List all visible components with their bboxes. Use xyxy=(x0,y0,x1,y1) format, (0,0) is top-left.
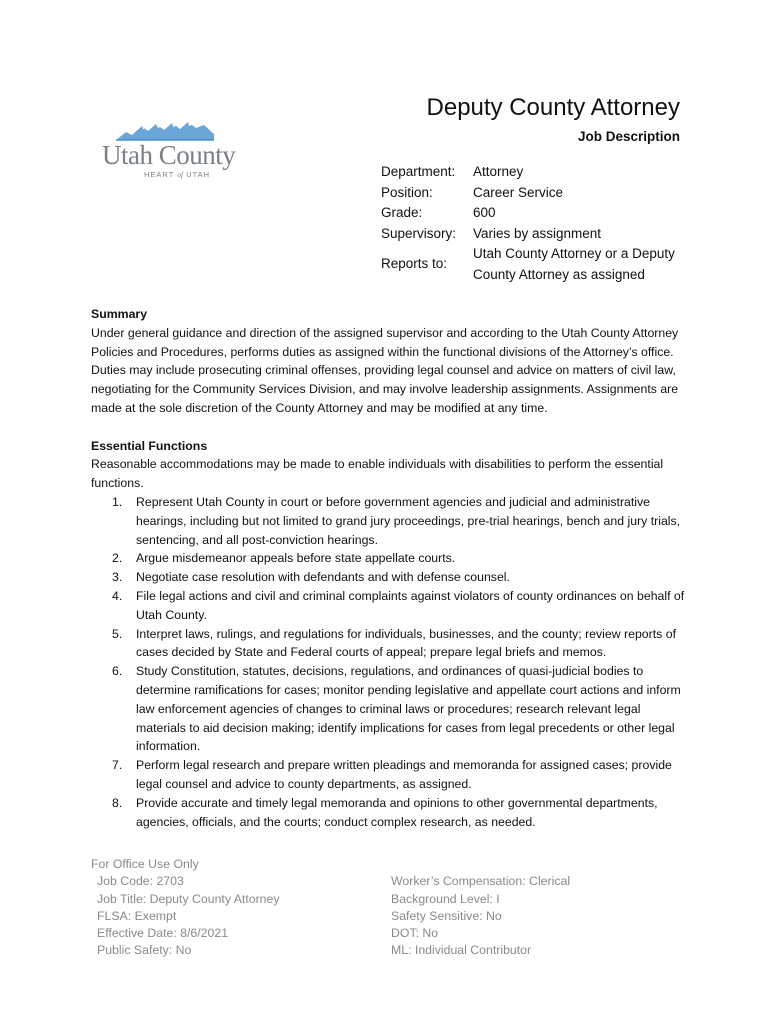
mountains-icon xyxy=(116,120,214,142)
info-row-department xyxy=(381,162,703,183)
list-item xyxy=(91,587,691,625)
info-row-supervisory xyxy=(381,224,703,245)
list-item-text: Represent Utah County in court or before government agencies and judicial and administrative hearings, including but not limited to grand jury proceedings, pre-trial hearings, bench and jury trials, sentencing, and all post-conviction hearings. xyxy=(136,494,681,547)
list-item xyxy=(91,549,691,568)
list-item-text: Perform legal research and prepare written pleadings and memoranda for assigned cases; provide legal counsel and advice to county departments, as assigned. xyxy=(136,758,672,791)
office-use-right-column xyxy=(391,873,570,959)
info-label: Reports to: xyxy=(381,256,448,272)
page-title: Deputy County Attorney xyxy=(426,94,680,121)
info-row-grade xyxy=(381,203,703,224)
list-item-text: Study Constitution, statutes, decisions, regulations, and ordinances of quasi-judicial bodies to determine ramifications for cases; monitor pending legislative and appellate court actions and inform law enforcement agencies of changes to criminal laws or procedures; research relevant legal materials to aid decision making; identify implications for cases from legal precedents or other legal information. xyxy=(136,664,681,754)
list-item-number: 2. xyxy=(112,551,123,566)
essential-functions-heading: Essential Functions xyxy=(91,438,208,453)
office-field: DOT: No xyxy=(391,926,439,941)
info-value: Utah County Attorney or a Deputy County Attorney as assigned xyxy=(473,246,675,282)
list-item-number: 5. xyxy=(112,626,123,641)
list-item-text: Provide accurate and timely legal memoranda and opinions to other governmental departments, agencies, officials, and the courts; conduct complex research, as needed. xyxy=(136,795,658,829)
logo-tagline: HEART of UTAH xyxy=(144,170,211,179)
list-item xyxy=(91,625,691,663)
info-label: Grade: xyxy=(381,205,423,220)
office-field: Job Code: 2703 xyxy=(97,874,184,889)
summary-heading: Summary xyxy=(91,307,148,321)
essential-functions-intro: Reasonable accommodations may be made to enable individuals with disabilities to perform the essential functions. xyxy=(91,457,664,491)
list-item xyxy=(91,756,691,794)
info-label: Position: xyxy=(381,184,433,200)
info-row-reports-to xyxy=(381,244,703,285)
list-item-number: 6. xyxy=(112,664,123,679)
page-subtitle: Job Description xyxy=(577,129,680,144)
office-field: ML: Individual Contributor xyxy=(391,943,532,958)
list-item-number: 3. xyxy=(112,570,123,585)
list-item xyxy=(91,662,691,756)
office-field: Safety Sensitive: No xyxy=(391,908,502,923)
summary-text: Under general guidance and direction of the assigned supervisor and according to the Utah County Attorney Policies and Procedures, performs duties as assigned within the functional divisions of the Attorney’s office. Duties may include prosecuting criminal offenses, providing legal counsel and advice on matters of civil law, negotiating for the Community Services Division, and may involve leadership assignments. Assignments are made at the sole discretion of the County Attorney and may be modified at any time. xyxy=(91,325,679,415)
office-field: Worker’s Compensation: Clerical xyxy=(391,874,571,889)
list-item-text: Negotiate case resolution with defendants and with defense counsel. xyxy=(136,570,510,585)
list-item-text: File legal actions and civil and criminal complaints against violators of county ordinances on behalf of Utah County. xyxy=(136,588,685,622)
list-item xyxy=(91,794,691,832)
list-item xyxy=(91,568,691,587)
list-item-text: Interpret laws, rulings, and regulations for individuals, businesses, and the county; review reports of cases decided by State and Federal courts of appeal; prepare legal briefs and memos. xyxy=(136,626,676,660)
logo-brand-text: Utah County xyxy=(102,140,236,170)
info-value: Attorney xyxy=(473,164,524,179)
office-field: FLSA: Exempt xyxy=(97,908,177,923)
office-field: Public Safety: No xyxy=(97,943,192,958)
info-value: 600 xyxy=(473,205,496,220)
info-label: Supervisory: xyxy=(381,225,457,241)
office-field: Effective Date: 8/6/2021 xyxy=(97,926,229,941)
office-use-left-column xyxy=(97,873,280,959)
list-item-text: Argue misdemeanor appeals before state appellate courts. xyxy=(136,551,456,566)
job-info-table xyxy=(381,162,703,285)
info-value: Career Service xyxy=(473,184,564,200)
utah-county-logo xyxy=(98,120,234,182)
office-use-footer xyxy=(91,856,571,958)
office-field: Background Level: I xyxy=(391,891,500,906)
info-row-position xyxy=(381,183,703,204)
list-item xyxy=(91,493,691,549)
list-item-number: 7. xyxy=(112,758,123,773)
list-item-number: 4. xyxy=(112,588,123,603)
document-body xyxy=(91,305,691,831)
info-value: Varies by assignment xyxy=(473,225,602,241)
office-field: Job Title: Deputy County Attorney xyxy=(97,891,280,906)
list-item-number: 1. xyxy=(112,494,123,509)
office-use-heading: For Office Use Only xyxy=(91,857,199,871)
essential-functions-list xyxy=(91,493,691,831)
list-item-number: 8. xyxy=(112,795,123,810)
info-label: Department: xyxy=(381,164,456,179)
